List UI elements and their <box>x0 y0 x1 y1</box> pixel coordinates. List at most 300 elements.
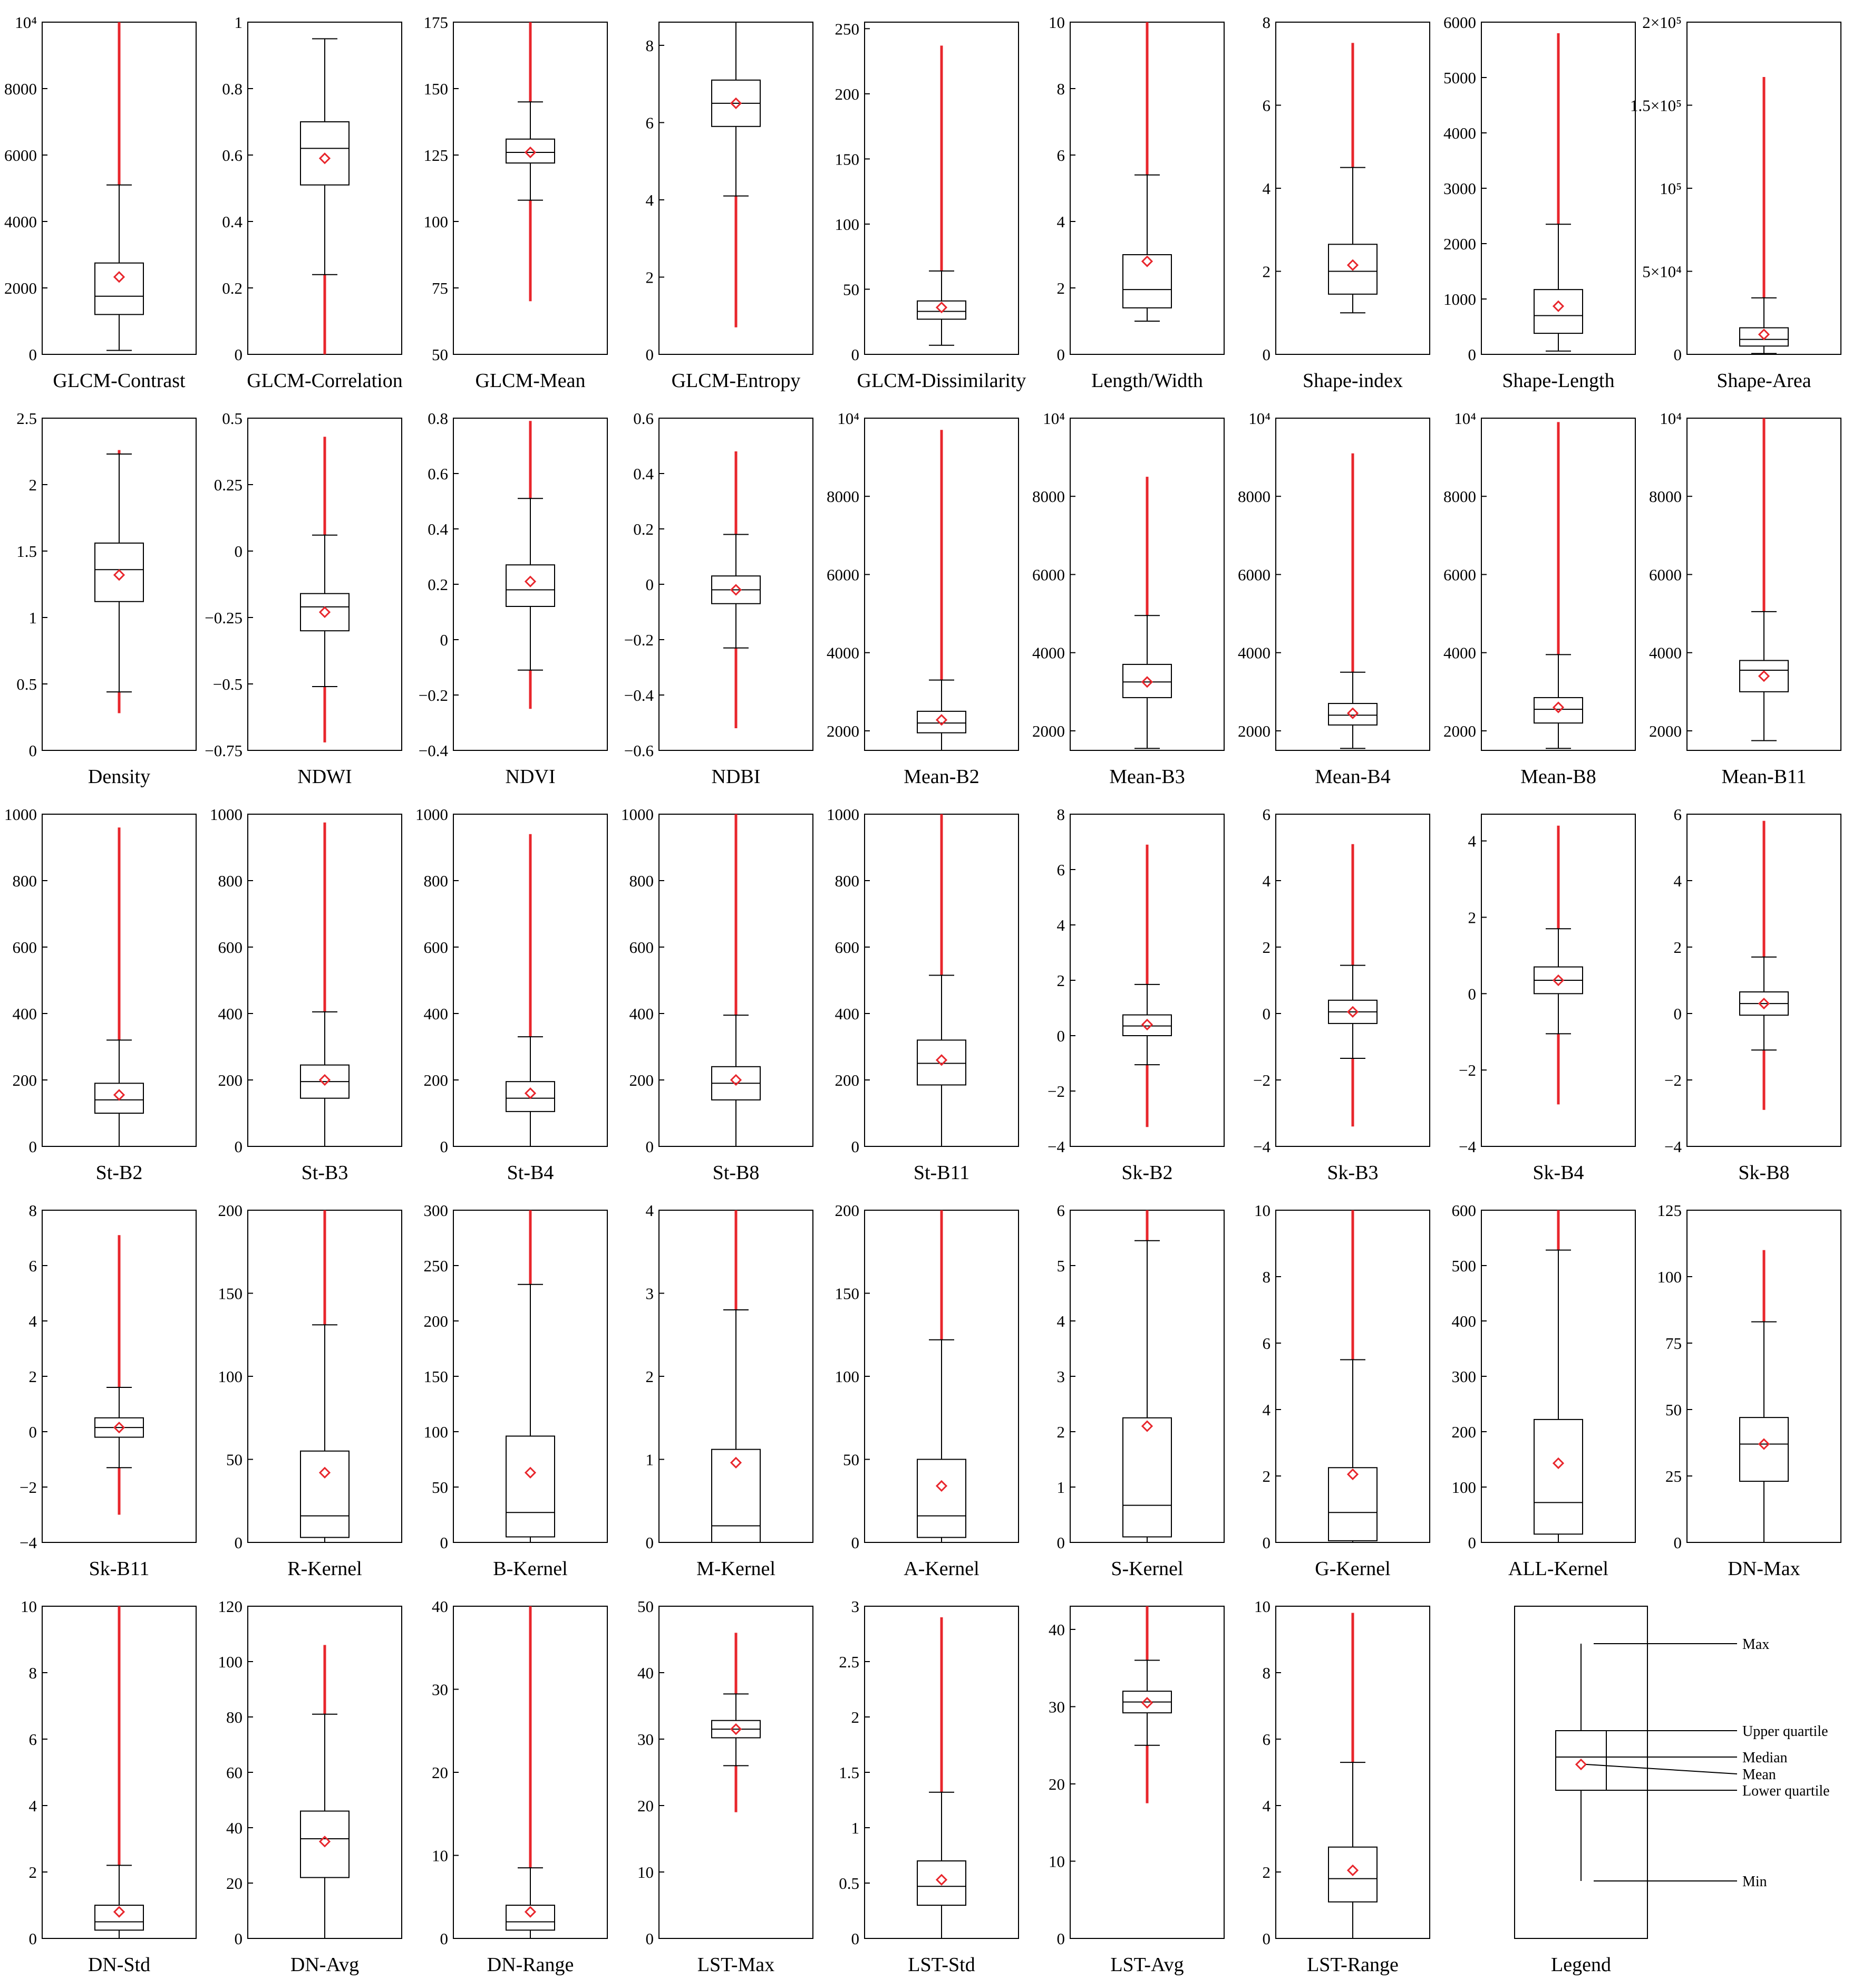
y-tick-label: 2 <box>1673 938 1682 957</box>
panel-sk-b8 <box>1664 805 1841 1184</box>
y-tick-label: 0 <box>1468 1533 1476 1552</box>
y-tick-label: 800 <box>835 872 859 890</box>
panel-s-kernel <box>1057 1201 1225 1580</box>
iqr-box <box>506 139 555 163</box>
y-tick-label: 0.8 <box>222 80 243 98</box>
y-tick-label: 2000 <box>827 721 859 740</box>
y-tick-label: 150 <box>835 1284 859 1303</box>
y-tick-label: 200 <box>1451 1423 1476 1441</box>
panel-b-kernel <box>424 1201 608 1580</box>
y-tick-label: 6000 <box>4 146 37 165</box>
y-tick-label: 4000 <box>1238 643 1271 662</box>
y-tick-label: 0 <box>851 1533 859 1552</box>
panel-title: M-Kernel <box>696 1558 775 1580</box>
y-tick-label: 5000 <box>1443 69 1476 87</box>
y-tick-label: −0.5 <box>212 675 243 693</box>
y-tick-label: 0 <box>234 345 243 364</box>
panel-title: St-B3 <box>301 1162 348 1184</box>
panel-title: GLCM-Mean <box>475 370 586 392</box>
y-tick-label: 8000 <box>4 80 37 98</box>
y-tick-label: 800 <box>629 872 654 890</box>
panel-dn-max <box>1657 1201 1841 1580</box>
iqr-box <box>1328 703 1377 725</box>
y-tick-label: 0 <box>28 1137 37 1156</box>
y-tick-label: 4 <box>1468 832 1476 851</box>
panel-m-kernel <box>646 1201 813 1580</box>
y-tick-label: 100 <box>1451 1478 1476 1497</box>
y-tick-label: 10 <box>1254 1597 1271 1616</box>
panel-title: DN-Range <box>487 1954 574 1976</box>
y-tick-label: 8 <box>1262 13 1271 32</box>
y-tick-label: 0.8 <box>428 409 448 428</box>
y-tick-label: 25 <box>1665 1467 1682 1485</box>
panel-mean-b4 <box>1238 409 1430 788</box>
panel-title: A-Kernel <box>904 1558 980 1580</box>
y-tick-label: 2 <box>1262 938 1271 957</box>
y-tick-label: 0 <box>440 1929 448 1948</box>
iqr-box <box>1534 698 1583 723</box>
y-tick-label: 800 <box>423 872 448 890</box>
y-tick-label: 75 <box>432 279 448 297</box>
y-tick-label: 1000 <box>1443 290 1476 308</box>
y-tick-label: 6 <box>1262 1730 1271 1749</box>
y-tick-label: −0.2 <box>624 631 654 649</box>
y-tick-label: 10⁴ <box>15 13 37 32</box>
legend-leader-line <box>1586 1764 1737 1774</box>
y-tick-label: 0 <box>1673 1005 1682 1023</box>
y-tick-label: 1.5 <box>16 542 37 561</box>
iqr-box <box>95 1083 143 1113</box>
y-tick-label: 4 <box>1262 872 1271 890</box>
y-tick-label: 2000 <box>1649 721 1682 740</box>
y-tick-label: 300 <box>1451 1367 1476 1386</box>
y-tick-label: 120 <box>218 1597 243 1616</box>
y-tick-label: 6000 <box>1238 565 1271 584</box>
panel-title: Sk-B3 <box>1327 1162 1379 1184</box>
y-tick-label: 10 <box>1254 1201 1271 1220</box>
y-tick-label: 0 <box>1056 345 1065 364</box>
y-tick-label: 40 <box>432 1597 448 1616</box>
panel-a-kernel <box>835 1201 1019 1580</box>
y-tick-label: 10⁴ <box>1043 409 1065 428</box>
y-tick-label: 20 <box>1049 1774 1065 1793</box>
panel-st-b3 <box>210 805 402 1184</box>
y-tick-label: 1 <box>28 609 37 627</box>
panel-title: R-Kernel <box>287 1558 362 1580</box>
panel-st-b2 <box>4 805 196 1184</box>
y-tick-label: 0 <box>1262 1929 1271 1948</box>
panel-lst-std <box>839 1597 1019 1976</box>
y-tick-label: −4 <box>1664 1137 1682 1156</box>
y-tick-label: 125 <box>423 146 448 165</box>
y-tick-label: 6000 <box>827 565 859 584</box>
y-tick-label: 0 <box>440 1533 448 1552</box>
panel-sk-b4 <box>1459 814 1635 1184</box>
y-tick-label: 10⁵ <box>1660 179 1682 198</box>
y-tick-label: 100 <box>423 213 448 231</box>
y-tick-label: 6 <box>1056 146 1065 165</box>
y-tick-label: 4 <box>1056 916 1065 934</box>
y-tick-label: 2 <box>1262 1467 1271 1485</box>
y-tick-label: 2 <box>28 476 37 494</box>
panel-glcm-mean <box>424 13 608 392</box>
y-tick-label: 4 <box>1056 213 1065 231</box>
y-tick-label: 40 <box>637 1664 654 1682</box>
legend-label-median: Median <box>1742 1750 1788 1766</box>
y-tick-label: 6 <box>1056 1201 1065 1220</box>
y-tick-label: 600 <box>12 938 37 957</box>
panel-title: DN-Std <box>88 1954 151 1976</box>
y-tick-label: 0.6 <box>428 465 448 483</box>
y-tick-label: 2 <box>1056 971 1065 990</box>
y-tick-label: 200 <box>423 1312 448 1330</box>
y-tick-label: 400 <box>218 1005 243 1023</box>
iqr-box <box>506 1436 555 1537</box>
iqr-box <box>917 1861 966 1905</box>
y-tick-label: 0 <box>1262 345 1271 364</box>
panel-mean-b11 <box>1649 409 1841 788</box>
y-tick-label: 4 <box>1262 1797 1271 1815</box>
panel-glcm-contrast <box>4 13 196 392</box>
y-tick-label: 8 <box>1056 80 1065 98</box>
panel-st-b11 <box>827 805 1019 1184</box>
y-tick-label: 0 <box>645 1533 654 1552</box>
y-tick-label: 150 <box>218 1284 243 1303</box>
y-tick-label: 1 <box>234 13 243 32</box>
y-tick-label: 0 <box>645 1929 654 1948</box>
y-tick-label: 0 <box>234 542 243 561</box>
panel-title: Shape-Length <box>1502 370 1615 392</box>
panel-title: NDVI <box>505 766 556 788</box>
y-tick-label: 40 <box>1049 1620 1065 1639</box>
y-tick-label: 400 <box>12 1005 37 1023</box>
y-tick-label: 100 <box>218 1367 243 1386</box>
panel-shape-length <box>1443 13 1635 392</box>
y-tick-label: 100 <box>1657 1268 1682 1286</box>
y-tick-label: 5 <box>1056 1257 1065 1275</box>
iqr-box <box>1534 1420 1583 1534</box>
y-tick-label: 0 <box>1673 345 1682 364</box>
panel-mean-b2 <box>827 409 1019 788</box>
y-tick-label: 0.2 <box>222 279 243 297</box>
y-tick-label: 100 <box>835 215 859 234</box>
y-tick-label: 6000 <box>1443 13 1476 32</box>
y-tick-label: 400 <box>629 1005 654 1023</box>
panel-glcm-entropy <box>646 22 813 392</box>
panel-title: LST-Range <box>1307 1954 1399 1976</box>
panel-title: Sk-B8 <box>1738 1162 1790 1184</box>
panel-all-kernel <box>1452 1201 1636 1580</box>
y-tick-label: 4 <box>1673 872 1682 890</box>
y-tick-label: −2 <box>1459 1061 1476 1080</box>
y-tick-label: 600 <box>218 938 243 957</box>
y-tick-label: 10⁴ <box>1660 409 1682 428</box>
y-tick-label: 0.4 <box>428 520 448 538</box>
y-tick-label: 2×10⁵ <box>1642 13 1682 32</box>
y-tick-label: 50 <box>637 1597 654 1616</box>
y-tick-label: 8000 <box>1238 487 1271 506</box>
iqr-box <box>1740 661 1788 692</box>
y-tick-label: −0.75 <box>205 741 243 760</box>
panel-sk-b3 <box>1253 805 1430 1184</box>
y-tick-label: 0 <box>1056 1929 1065 1948</box>
y-tick-label: 50 <box>226 1450 243 1469</box>
y-tick-label: 2000 <box>1443 721 1476 740</box>
y-tick-label: 0.5 <box>839 1874 859 1893</box>
y-tick-label: 2 <box>645 1367 654 1386</box>
y-tick-label: 8 <box>1056 805 1065 824</box>
panel-density <box>16 409 196 788</box>
iqr-box <box>1123 255 1171 308</box>
panel-g-kernel <box>1254 1201 1430 1580</box>
y-tick-label: 50 <box>432 1478 448 1497</box>
iqr-box <box>917 1460 966 1538</box>
y-tick-label: 0 <box>851 345 859 364</box>
y-tick-label: 0.4 <box>633 465 654 483</box>
y-tick-label: 0 <box>1468 985 1476 1003</box>
y-tick-label: 10 <box>1049 1852 1065 1871</box>
y-tick-label: 20 <box>432 1763 448 1782</box>
y-tick-label: 20 <box>637 1797 654 1815</box>
y-tick-label: 0 <box>234 1137 243 1156</box>
panel-ndvi <box>419 409 607 788</box>
y-tick-label: 0.4 <box>222 213 243 231</box>
panel-glcm-correlation <box>222 13 403 392</box>
panel-title: St-B2 <box>95 1162 143 1184</box>
y-tick-label: −4 <box>1253 1137 1271 1156</box>
y-tick-label: 200 <box>12 1071 37 1089</box>
y-tick-label: 2000 <box>1032 721 1065 740</box>
y-tick-label: 200 <box>835 1201 859 1220</box>
panel-sk-b11 <box>20 1201 196 1580</box>
y-tick-label: 0 <box>645 345 654 364</box>
y-tick-label: 100 <box>423 1423 448 1441</box>
y-tick-label: 600 <box>629 938 654 957</box>
y-tick-label: 60 <box>226 1763 243 1782</box>
y-tick-label: 0 <box>28 1929 37 1948</box>
y-tick-label: 175 <box>423 13 448 32</box>
y-tick-label: 100 <box>835 1367 859 1386</box>
y-tick-label: 6000 <box>1443 565 1476 584</box>
y-tick-label: 2 <box>28 1863 37 1881</box>
y-tick-label: −4 <box>20 1533 37 1552</box>
y-tick-label: 10 <box>432 1846 448 1865</box>
y-tick-label: 0 <box>28 345 37 364</box>
y-tick-label: 0 <box>234 1533 243 1552</box>
iqr-box <box>95 543 143 602</box>
y-tick-label: 2.5 <box>839 1653 859 1671</box>
panel-title: Mean-B3 <box>1109 766 1185 788</box>
y-tick-label: 1000 <box>210 805 243 824</box>
y-tick-label: 2 <box>1468 908 1476 927</box>
y-tick-label: 30 <box>432 1680 448 1699</box>
y-tick-label: 2 <box>1056 1423 1065 1441</box>
y-tick-label: 4 <box>1262 1401 1271 1419</box>
panel-length-width <box>1049 13 1224 392</box>
y-tick-label: 8000 <box>827 487 859 506</box>
y-tick-label: 125 <box>1657 1201 1682 1220</box>
legend-label-lower-quartile: Lower quartile <box>1742 1783 1830 1799</box>
panel-title: NDWI <box>297 766 352 788</box>
panel-sk-b2 <box>1048 805 1224 1184</box>
y-tick-label: 8000 <box>1032 487 1065 506</box>
y-tick-label: 3000 <box>1443 179 1476 198</box>
y-tick-label: −0.25 <box>205 609 243 627</box>
y-tick-label: 4 <box>1262 179 1271 198</box>
y-tick-label: 6 <box>1056 861 1065 879</box>
y-tick-label: −2 <box>1253 1071 1271 1089</box>
y-tick-label: 200 <box>835 84 859 103</box>
panel-mean-b8 <box>1443 409 1635 788</box>
panel-shape-area <box>1630 13 1841 392</box>
y-tick-label: 2.5 <box>16 409 37 428</box>
y-tick-label: −0.2 <box>418 686 448 705</box>
y-tick-label: 0 <box>1056 1533 1065 1552</box>
panel-title: Mean-B11 <box>1721 766 1807 788</box>
panel-title: G-Kernel <box>1315 1558 1391 1580</box>
y-tick-label: 0 <box>645 1137 654 1156</box>
y-tick-label: 4000 <box>827 643 859 662</box>
y-tick-label: 1.5 <box>839 1763 859 1782</box>
y-tick-label: 4 <box>28 1797 37 1815</box>
panel-st-b8 <box>621 805 813 1184</box>
y-tick-label: 0.5 <box>16 675 37 693</box>
legend-label-mean: Mean <box>1742 1767 1776 1783</box>
y-tick-label: 30 <box>1049 1697 1065 1716</box>
y-tick-label: 4000 <box>1443 124 1476 142</box>
panel-glcm-dissimilarity <box>835 20 1026 392</box>
panel-r-kernel <box>218 1201 402 1580</box>
y-tick-label: 6 <box>1262 96 1271 115</box>
panel-title: Mean-B2 <box>904 766 980 788</box>
y-tick-label: 0 <box>1056 1027 1065 1045</box>
y-tick-label: 40 <box>226 1819 243 1837</box>
iqr-box <box>917 1040 966 1085</box>
y-tick-label: 6000 <box>1032 565 1065 584</box>
y-tick-label: 2 <box>1262 262 1271 281</box>
y-tick-label: 4000 <box>1443 643 1476 662</box>
y-tick-label: −0.4 <box>624 686 654 705</box>
y-tick-label: 50 <box>843 280 859 299</box>
y-tick-label: 150 <box>835 150 859 169</box>
y-tick-label: 8 <box>1262 1268 1271 1286</box>
y-tick-label: 8 <box>645 36 654 55</box>
y-tick-label: 8 <box>28 1664 37 1682</box>
y-tick-label: 1 <box>645 1450 654 1469</box>
y-tick-label: 2000 <box>1443 235 1476 253</box>
panel-dn-std <box>21 1597 196 1976</box>
y-tick-label: 0.6 <box>222 146 243 165</box>
y-tick-label: 0.2 <box>428 575 448 594</box>
panel-lst-max <box>637 1597 813 1976</box>
y-tick-label: 0 <box>1673 1533 1682 1552</box>
y-tick-label: 1000 <box>4 805 37 824</box>
iqr-box <box>1123 1418 1171 1537</box>
y-tick-label: 8000 <box>1649 487 1682 506</box>
y-tick-label: −2 <box>1048 1082 1065 1101</box>
panel-title: GLCM-Dissimilarity <box>857 370 1026 392</box>
panel-ndwi <box>205 409 402 788</box>
y-tick-label: 0 <box>1262 1005 1271 1023</box>
panel-title: LST-Std <box>908 1954 975 1976</box>
y-tick-label: 0.5 <box>222 409 243 428</box>
legend-panel <box>1515 1606 1830 1976</box>
y-tick-label: 200 <box>835 1071 859 1089</box>
y-tick-label: 20 <box>226 1874 243 1893</box>
panel-title: NDBI <box>711 766 761 788</box>
y-tick-label: 2 <box>1262 1863 1271 1881</box>
panel-lst-range <box>1254 1597 1430 1976</box>
panel-title: St-B11 <box>913 1162 970 1184</box>
y-tick-label: 100 <box>218 1653 243 1671</box>
y-tick-label: 0 <box>28 741 37 760</box>
y-tick-label: 6 <box>645 113 654 132</box>
y-tick-label: 800 <box>218 872 243 890</box>
panel-title: B-Kernel <box>493 1558 568 1580</box>
y-tick-label: 4000 <box>1649 643 1682 662</box>
panel-st-b4 <box>415 805 607 1184</box>
y-tick-label: 6 <box>1673 805 1682 824</box>
y-tick-label: 30 <box>637 1730 654 1749</box>
legend-label-min: Min <box>1742 1874 1767 1890</box>
legend-label-max: Max <box>1742 1636 1770 1653</box>
panel-title: S-Kernel <box>1111 1558 1184 1580</box>
y-tick-label: 10⁴ <box>837 409 859 428</box>
panel-title: Density <box>88 766 151 788</box>
iqr-box <box>300 594 349 631</box>
y-tick-label: 1000 <box>827 805 859 824</box>
y-tick-label: 0.25 <box>214 476 243 494</box>
y-tick-label: 600 <box>835 938 859 957</box>
iqr-box <box>712 1450 760 1542</box>
y-tick-label: 400 <box>1451 1312 1476 1330</box>
panel-title: DN-Avg <box>290 1954 360 1976</box>
y-tick-label: 10 <box>1049 13 1065 32</box>
y-tick-label: 0 <box>1468 345 1476 364</box>
y-tick-label: 1000 <box>621 805 654 824</box>
y-tick-label: 10⁴ <box>1248 409 1271 428</box>
iqr-box <box>300 1451 349 1538</box>
y-tick-label: 6 <box>1262 805 1271 824</box>
y-tick-label: 600 <box>1451 1201 1476 1220</box>
y-tick-label: 4 <box>645 1201 654 1220</box>
y-tick-label: 10 <box>637 1863 654 1881</box>
y-tick-label: 200 <box>218 1071 243 1089</box>
y-tick-label: 4 <box>645 190 654 209</box>
y-tick-label: 50 <box>843 1450 859 1469</box>
y-tick-label: 0 <box>234 1929 243 1948</box>
y-tick-label: 4 <box>28 1312 37 1330</box>
y-tick-label: 1 <box>1056 1478 1065 1497</box>
y-tick-label: 300 <box>423 1201 448 1220</box>
y-tick-label: −0.6 <box>624 741 654 760</box>
y-tick-label: 250 <box>835 20 859 38</box>
y-tick-label: 0 <box>851 1929 859 1948</box>
y-tick-label: 6000 <box>1649 565 1682 584</box>
y-tick-label: 8 <box>28 1201 37 1220</box>
panel-title: LST-Max <box>697 1954 775 1976</box>
y-tick-label: 600 <box>423 938 448 957</box>
panel-title: Sk-B4 <box>1533 1162 1584 1184</box>
iqr-box <box>1123 1015 1171 1036</box>
panel-ndbi <box>624 409 813 788</box>
y-tick-label: 150 <box>423 1367 448 1386</box>
panel-title: Shape-Area <box>1716 370 1811 392</box>
y-tick-label: 0 <box>28 1423 37 1441</box>
panel-title: GLCM-Contrast <box>53 370 186 392</box>
y-tick-label: −4 <box>1048 1137 1065 1156</box>
y-tick-label: 6 <box>28 1257 37 1275</box>
